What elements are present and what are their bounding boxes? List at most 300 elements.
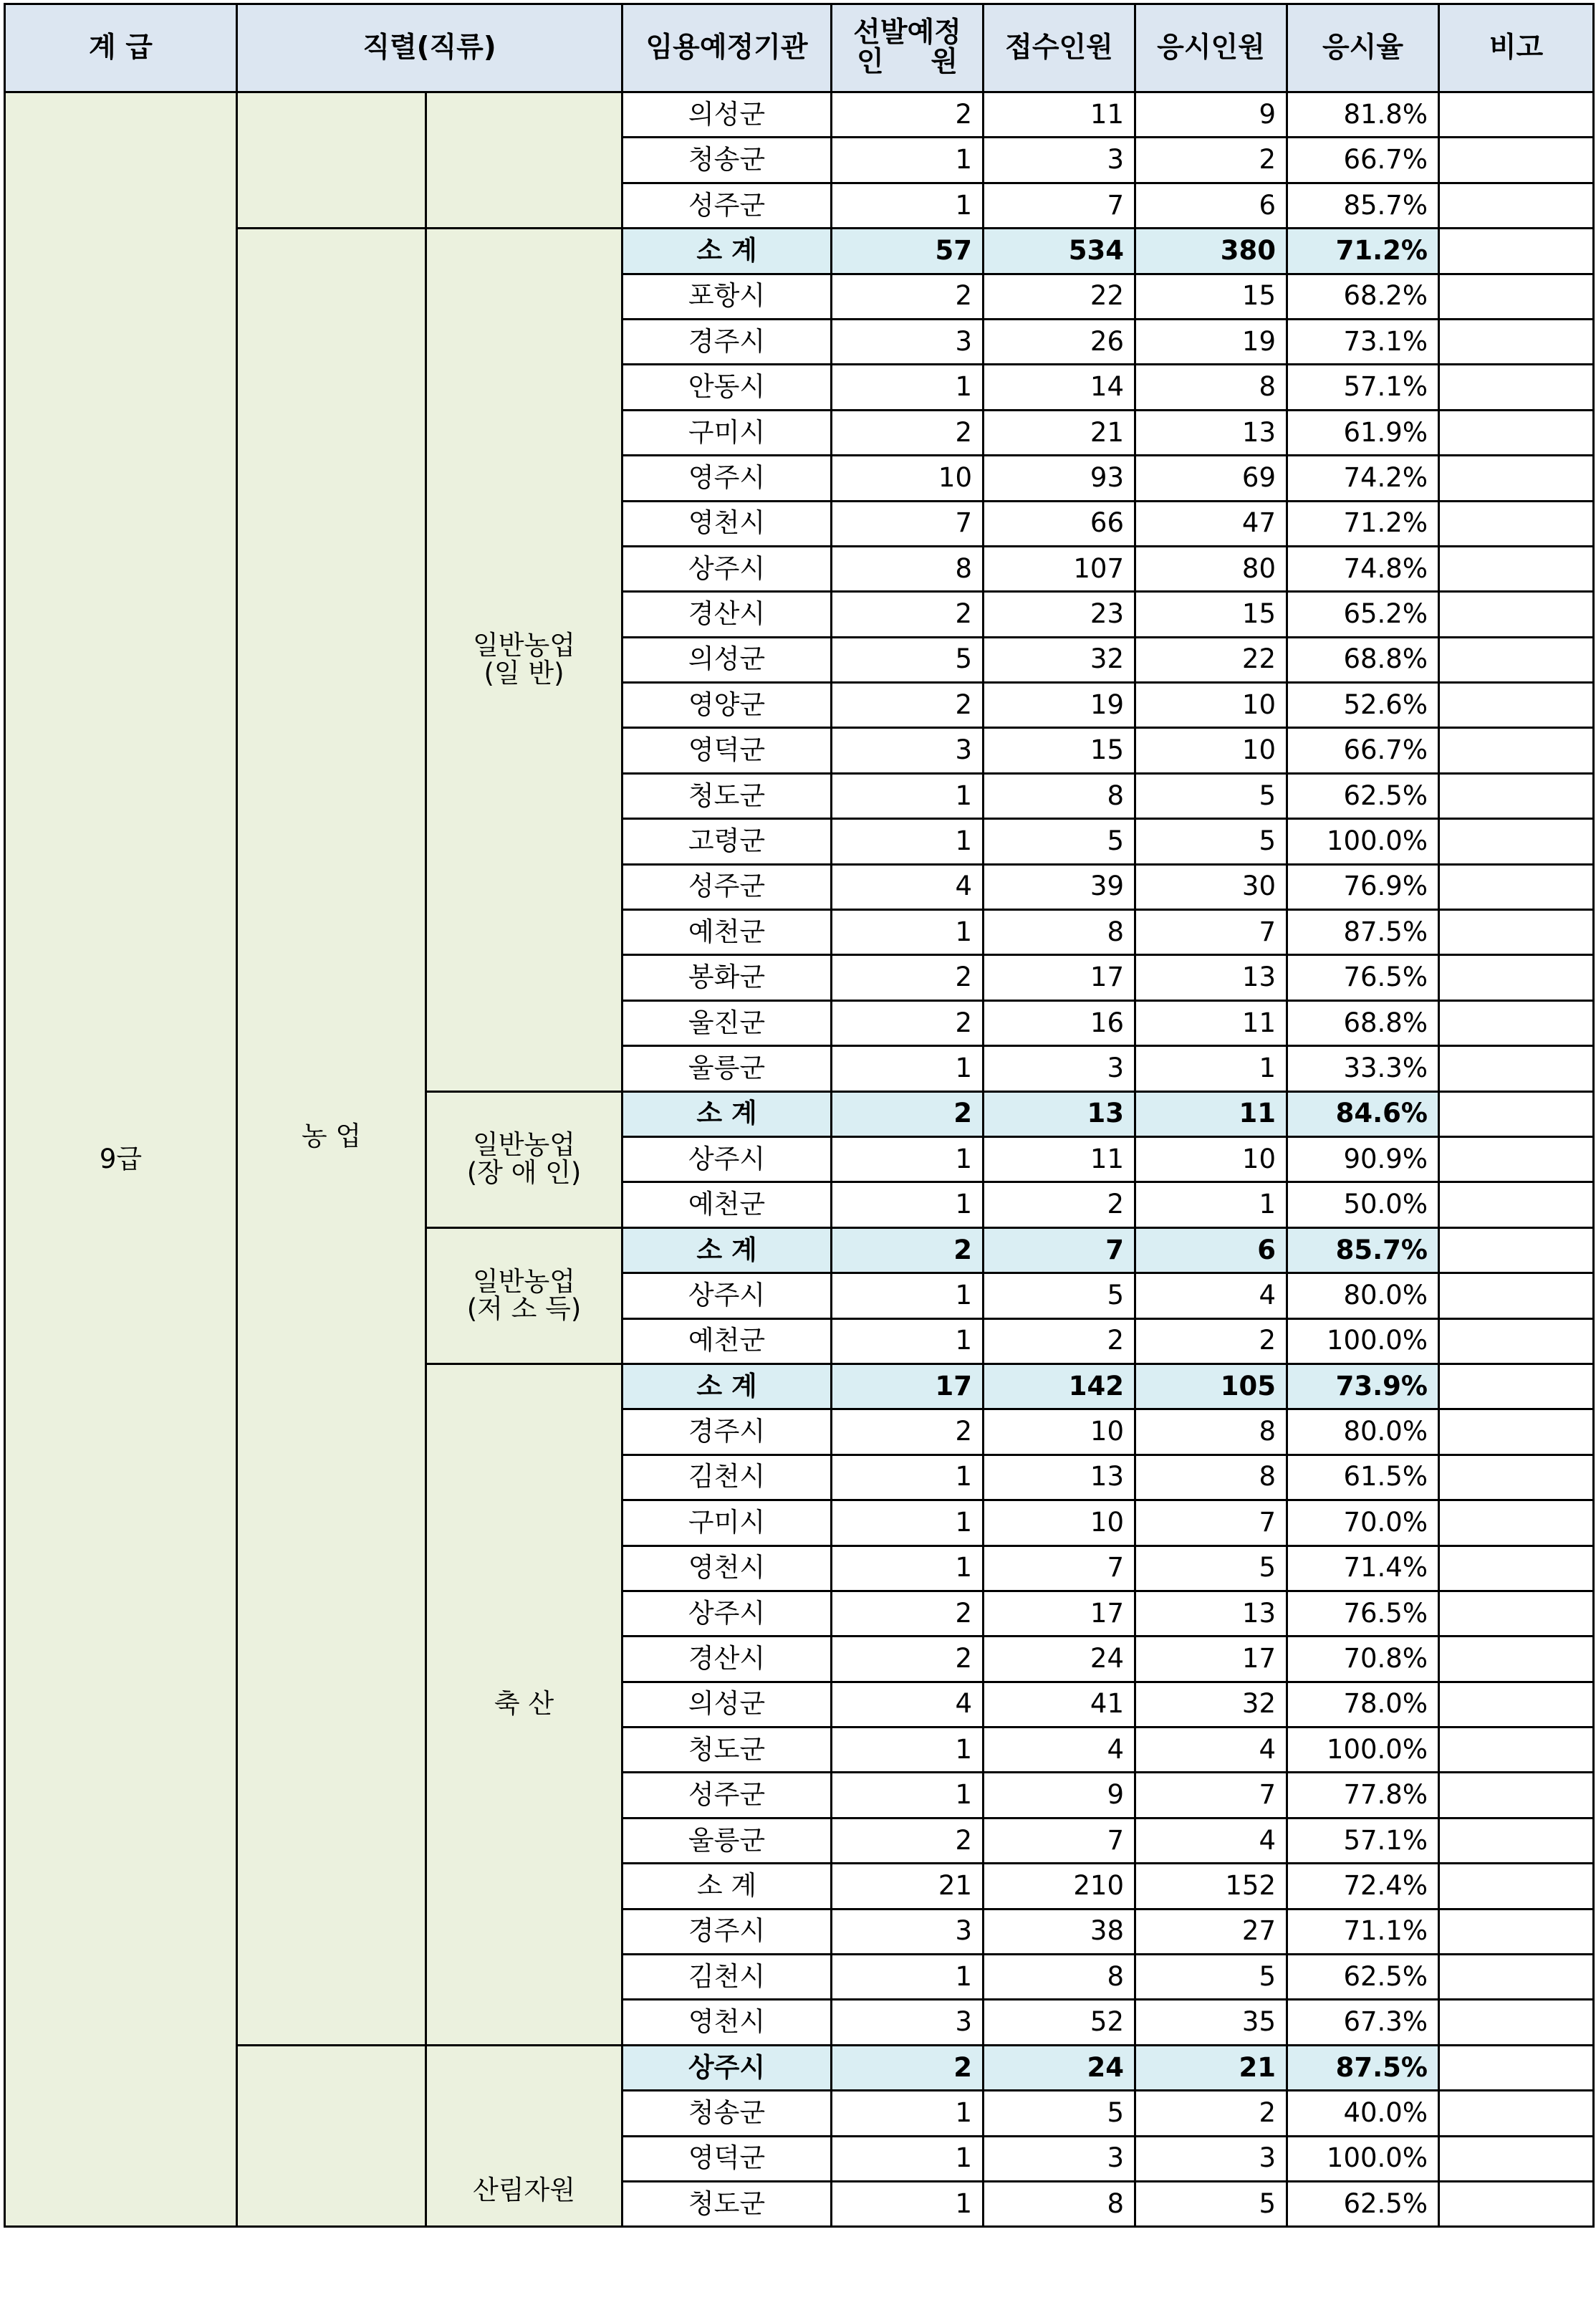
applied-cell: 8 [984,1955,1135,2000]
agency-cell: 영덕군 [622,2136,832,2181]
note-cell [1439,1227,1594,1273]
tested-cell: 32 [1135,1682,1287,1727]
note-cell [1439,1046,1594,1091]
agency-cell: 상주시 [622,1591,832,1636]
agency-cell: 경주시 [622,1409,832,1455]
rate-cell: 72.4% [1287,1864,1439,1909]
planned-cell: 1 [832,2091,984,2136]
planned-cell: 1 [832,1955,984,2000]
note-cell [1439,1682,1594,1727]
applied-cell: 66 [984,501,1135,546]
applied-cell: 23 [984,592,1135,637]
note-cell [1439,319,1594,364]
rate-cell: 74.2% [1287,456,1439,501]
agency-cell: 상주시 [622,1136,832,1182]
planned-cell: 1 [832,1500,984,1546]
tested-cell: 13 [1135,1591,1287,1636]
planned-cell: 1 [832,1728,984,1773]
applied-cell: 142 [984,1364,1135,1409]
rate-cell: 80.0% [1287,1273,1439,1318]
note-cell [1439,1273,1594,1318]
agency-cell: 안동시 [622,365,832,410]
tested-cell: 69 [1135,456,1287,501]
series-cell [237,92,426,229]
planned-cell: 2 [832,1637,984,1682]
planned-cell: 1 [832,1136,984,1182]
applied-cell: 52 [984,2000,1135,2045]
tested-cell: 9 [1135,92,1287,138]
tested-cell: 21 [1135,2045,1287,2090]
rate-cell: 76.5% [1287,955,1439,1000]
applied-cell: 21 [984,410,1135,455]
note-cell [1439,365,1594,410]
applied-cell: 13 [984,1455,1135,1500]
agency-cell: 고령군 [622,819,832,864]
applied-cell: 210 [984,1864,1135,1909]
agency-cell: 봉화군 [622,955,832,1000]
rate-cell: 40.0% [1287,2091,1439,2136]
applied-cell: 11 [984,1136,1135,1182]
header-position: 직렬(직류) [237,4,622,92]
rate-cell: 78.0% [1287,1682,1439,1727]
rate-cell: 57.1% [1287,1818,1439,1863]
tested-cell: 27 [1135,1909,1287,1954]
agency-cell: 성주군 [622,183,832,228]
applied-cell: 38 [984,1909,1135,1954]
note-cell [1439,1909,1594,1954]
applied-cell: 107 [984,546,1135,591]
planned-cell: 2 [832,410,984,455]
planned-cell: 4 [832,1682,984,1727]
rate-cell: 68.2% [1287,274,1439,319]
planned-cell: 2 [832,92,984,138]
tested-cell: 152 [1135,1864,1287,1909]
agency-cell: 성주군 [622,1773,832,1818]
header-applied: 접수인원 [984,4,1135,92]
agency-cell: 영천시 [622,2000,832,2045]
rate-cell: 71.2% [1287,229,1439,274]
planned-cell: 10 [832,456,984,501]
note-cell [1439,1773,1594,1818]
class-cell [426,1227,622,1364]
class-subtype: (장 애 인) [466,1157,582,1189]
applied-cell: 15 [984,728,1135,773]
series-cell: 농 업 [237,229,426,2046]
note-cell [1439,2000,1594,2045]
applied-cell: 10 [984,1500,1135,1546]
class-cell: 산림자원 [426,2045,622,2227]
note-cell [1439,637,1594,682]
note-cell [1439,1591,1594,1636]
planned-cell: 1 [832,819,984,864]
applied-cell: 9 [984,1773,1135,1818]
header-planned-line2: 인 원 [857,46,958,78]
agency-cell: 상주시 [622,546,832,591]
table-body [5,92,1594,2227]
agency-cell: 경산시 [622,1637,832,1682]
agency-cell: 울릉군 [622,1046,832,1091]
agency-cell: 청도군 [622,773,832,818]
applied-cell: 3 [984,1046,1135,1091]
rate-cell: 80.0% [1287,1409,1439,1455]
rate-cell: 76.9% [1287,864,1439,909]
note-cell [1439,2136,1594,2181]
rate-cell: 67.3% [1287,2000,1439,2045]
agency-cell: 경주시 [622,319,832,364]
note-cell [1439,1955,1594,2000]
tested-cell: 5 [1135,773,1287,818]
agency-cell: 김천시 [622,1455,832,1500]
agency-cell: 예천군 [622,910,832,955]
note-cell [1439,1546,1594,1591]
note-cell [1439,2045,1594,2090]
applied-cell: 32 [984,637,1135,682]
rate-cell: 76.5% [1287,1591,1439,1636]
planned-cell: 1 [832,1046,984,1091]
planned-cell: 57 [832,229,984,274]
note-cell [1439,864,1594,909]
tested-cell: 105 [1135,1364,1287,1409]
tested-cell: 4 [1135,1273,1287,1318]
planned-cell: 1 [832,183,984,228]
rate-cell: 87.5% [1287,2045,1439,2090]
applied-cell: 22 [984,274,1135,319]
agency-cell: 예천군 [622,1182,832,1227]
rate-cell: 81.8% [1287,92,1439,138]
rate-cell: 68.8% [1287,1000,1439,1045]
rate-cell: 73.9% [1287,1364,1439,1409]
tested-cell: 3 [1135,2136,1287,2181]
tested-cell: 2 [1135,1318,1287,1364]
planned-cell: 1 [832,1318,984,1364]
rate-cell: 70.0% [1287,1500,1439,1546]
rate-cell: 61.5% [1287,1455,1439,1500]
tested-cell: 1 [1135,1182,1287,1227]
agency-cell: 청도군 [622,2181,832,2226]
tested-cell: 47 [1135,501,1287,546]
agency-cell: 소 계 [622,1227,832,1273]
agency-cell: 소 계 [622,1864,832,1909]
applied-cell: 24 [984,1637,1135,1682]
note-cell [1439,728,1594,773]
class-subtype: (저 소 득) [466,1293,582,1325]
note-cell [1439,1455,1594,1500]
note-cell [1439,910,1594,955]
applied-cell: 8 [984,2181,1135,2226]
note-cell [1439,546,1594,591]
planned-cell: 1 [832,2181,984,2226]
tested-cell: 80 [1135,546,1287,591]
note-cell [1439,1818,1594,1863]
rate-cell: 33.3% [1287,1046,1439,1091]
applied-cell: 5 [984,2091,1135,2136]
rate-cell: 62.5% [1287,1955,1439,2000]
rate-cell: 73.1% [1287,319,1439,364]
header-grade: 계 급 [5,4,237,92]
applied-cell: 17 [984,1591,1135,1636]
tested-cell: 11 [1135,1000,1287,1045]
tested-cell: 8 [1135,1409,1287,1455]
rate-cell: 68.8% [1287,637,1439,682]
note-cell [1439,1000,1594,1045]
applied-cell: 17 [984,955,1135,1000]
note-cell [1439,1637,1594,1682]
planned-cell: 21 [832,1864,984,1909]
class-cell [426,229,622,1091]
agency-cell: 성주군 [622,864,832,909]
grade-cell: 9급 [5,92,237,2227]
note-cell [1439,1728,1594,1773]
recruitment-table [4,3,1595,2228]
note-cell [1439,819,1594,864]
planned-cell: 2 [832,2045,984,2090]
tested-cell: 7 [1135,910,1287,955]
tested-cell: 2 [1135,2091,1287,2136]
tested-cell: 10 [1135,728,1287,773]
tested-cell: 5 [1135,819,1287,864]
applied-cell: 7 [984,1818,1135,1863]
class-name: 일반농업 [473,1129,575,1161]
rate-cell: 66.7% [1287,728,1439,773]
rate-cell: 66.7% [1287,138,1439,183]
tested-cell: 5 [1135,1546,1287,1591]
planned-cell: 4 [832,864,984,909]
applied-cell: 3 [984,138,1135,183]
tested-cell: 35 [1135,2000,1287,2045]
note-cell [1439,1136,1594,1182]
applied-cell: 41 [984,1682,1135,1727]
applied-cell: 39 [984,864,1135,909]
tested-cell: 30 [1135,864,1287,909]
applied-cell: 2 [984,1318,1135,1364]
applied-cell: 3 [984,2136,1135,2181]
note-cell [1439,501,1594,546]
applied-cell: 14 [984,365,1135,410]
applied-cell: 4 [984,1728,1135,1773]
tested-cell: 5 [1135,1955,1287,2000]
agency-cell: 영양군 [622,683,832,728]
planned-cell: 3 [832,1909,984,1954]
rate-cell: 77.8% [1287,1773,1439,1818]
note-cell [1439,138,1594,183]
planned-cell: 2 [832,1409,984,1455]
rate-cell: 70.8% [1287,1637,1439,1682]
rate-cell: 100.0% [1287,819,1439,864]
tested-cell: 13 [1135,410,1287,455]
rate-cell: 71.1% [1287,1909,1439,1954]
class-cell: 축 산 [426,1364,622,2045]
planned-cell: 2 [832,1000,984,1045]
note-cell [1439,92,1594,138]
note-cell [1439,1182,1594,1227]
planned-cell: 1 [832,138,984,183]
note-cell [1439,955,1594,1000]
agency-cell: 소 계 [622,1364,832,1409]
class-name: 일반농업 [473,630,575,661]
planned-cell: 7 [832,501,984,546]
applied-cell: 11 [984,92,1135,138]
applied-cell: 8 [984,910,1135,955]
header-note: 비고 [1439,4,1594,92]
header-row [5,4,1594,92]
note-cell [1439,183,1594,228]
tested-cell: 1 [1135,1046,1287,1091]
applied-cell: 2 [984,1182,1135,1227]
agency-cell: 김천시 [622,1955,832,2000]
note-cell [1439,229,1594,274]
class-subtype: (일 반) [484,657,564,689]
planned-cell: 1 [832,1182,984,1227]
rate-cell: 71.2% [1287,501,1439,546]
applied-cell: 5 [984,1273,1135,1318]
planned-cell: 1 [832,2136,984,2181]
note-cell [1439,592,1594,637]
agency-cell: 영천시 [622,1546,832,1591]
applied-cell: 26 [984,319,1135,364]
applied-cell: 534 [984,229,1135,274]
tested-cell: 22 [1135,637,1287,682]
rate-cell: 100.0% [1287,2136,1439,2181]
class-cell [426,92,622,229]
planned-cell: 1 [832,910,984,955]
tested-cell: 8 [1135,365,1287,410]
tested-cell: 4 [1135,1728,1287,1773]
tested-cell: 7 [1135,1500,1287,1546]
applied-cell: 8 [984,773,1135,818]
tested-cell: 19 [1135,319,1287,364]
subtotal-row [5,229,1594,274]
agency-cell: 소 계 [622,1091,832,1136]
agency-cell: 구미시 [622,1500,832,1546]
applied-cell: 93 [984,456,1135,501]
planned-cell: 5 [832,637,984,682]
planned-cell: 17 [832,1364,984,1409]
applied-cell: 16 [984,1000,1135,1045]
agency-cell: 영덕군 [622,728,832,773]
agency-cell: 의성군 [622,1682,832,1727]
agency-cell: 구미시 [622,410,832,455]
agency-cell: 소 계 [622,229,832,274]
table-row [5,92,1594,138]
agency-cell: 청송군 [622,2091,832,2136]
note-cell [1439,1864,1594,1909]
tested-cell: 6 [1135,1227,1287,1273]
rate-cell: 85.7% [1287,183,1439,228]
agency-cell: 경주시 [622,1909,832,1954]
planned-cell: 3 [832,728,984,773]
tested-cell: 17 [1135,1637,1287,1682]
note-cell [1439,1409,1594,1455]
note-cell [1439,456,1594,501]
agency-cell: 영주시 [622,456,832,501]
tested-cell: 15 [1135,274,1287,319]
subtotal-row [5,2045,1594,2090]
class-cell [426,1091,622,1227]
rate-cell: 50.0% [1287,1182,1439,1227]
note-cell [1439,1500,1594,1546]
planned-cell: 2 [832,274,984,319]
rate-cell: 87.5% [1287,910,1439,955]
agency-cell: 울릉군 [622,1818,832,1863]
rate-cell: 65.2% [1287,592,1439,637]
tested-cell: 2 [1135,138,1287,183]
agency-cell: 의성군 [622,92,832,138]
header-agency: 임용예정기관 [622,4,832,92]
agency-cell: 울진군 [622,1000,832,1045]
agency-cell: 상주시 [622,2045,832,2090]
planned-cell: 2 [832,1818,984,1863]
planned-cell: 1 [832,365,984,410]
planned-cell: 1 [832,1773,984,1818]
applied-cell: 19 [984,683,1135,728]
planned-cell: 1 [832,1455,984,1500]
tested-cell: 4 [1135,1818,1287,1863]
planned-cell: 3 [832,319,984,364]
note-cell [1439,2091,1594,2136]
planned-cell: 2 [832,592,984,637]
tested-cell: 6 [1135,183,1287,228]
rate-cell: 85.7% [1287,1227,1439,1273]
rate-cell: 61.9% [1287,410,1439,455]
rate-cell: 71.4% [1287,1546,1439,1591]
tested-cell: 7 [1135,1773,1287,1818]
tested-cell: 5 [1135,2181,1287,2226]
rate-cell: 90.9% [1287,1136,1439,1182]
tested-cell: 15 [1135,592,1287,637]
rate-cell: 62.5% [1287,773,1439,818]
tested-cell: 10 [1135,1136,1287,1182]
planned-cell: 3 [832,2000,984,2045]
planned-cell: 2 [832,955,984,1000]
tested-cell: 10 [1135,683,1287,728]
planned-cell: 2 [832,683,984,728]
note-cell [1439,1364,1594,1409]
header-planned [832,4,984,92]
series-cell [237,2045,426,2227]
note-cell [1439,683,1594,728]
header-tested: 응시인원 [1135,4,1287,92]
note-cell [1439,1318,1594,1364]
rate-cell: 100.0% [1287,1318,1439,1364]
tested-cell: 380 [1135,229,1287,274]
tested-cell: 8 [1135,1455,1287,1500]
note-cell [1439,773,1594,818]
planned-cell: 2 [832,1227,984,1273]
header-rate: 응시율 [1287,4,1439,92]
note-cell [1439,1091,1594,1136]
applied-cell: 7 [984,1227,1135,1273]
planned-cell: 1 [832,1273,984,1318]
tested-cell: 11 [1135,1091,1287,1136]
agency-cell: 영천시 [622,501,832,546]
tested-cell: 13 [1135,955,1287,1000]
agency-cell: 포항시 [622,274,832,319]
rate-cell: 52.6% [1287,683,1439,728]
class-name: 일반농업 [473,1265,575,1297]
planned-cell: 1 [832,1546,984,1591]
header-planned-line1: 선발예정 [853,16,961,49]
applied-cell: 7 [984,1546,1135,1591]
applied-cell: 13 [984,1091,1135,1136]
note-cell [1439,274,1594,319]
applied-cell: 24 [984,2045,1135,2090]
rate-cell: 62.5% [1287,2181,1439,2226]
rate-cell: 84.6% [1287,1091,1439,1136]
applied-cell: 5 [984,819,1135,864]
agency-cell: 청도군 [622,1728,832,1773]
rate-cell: 100.0% [1287,1728,1439,1773]
agency-cell: 경산시 [622,592,832,637]
